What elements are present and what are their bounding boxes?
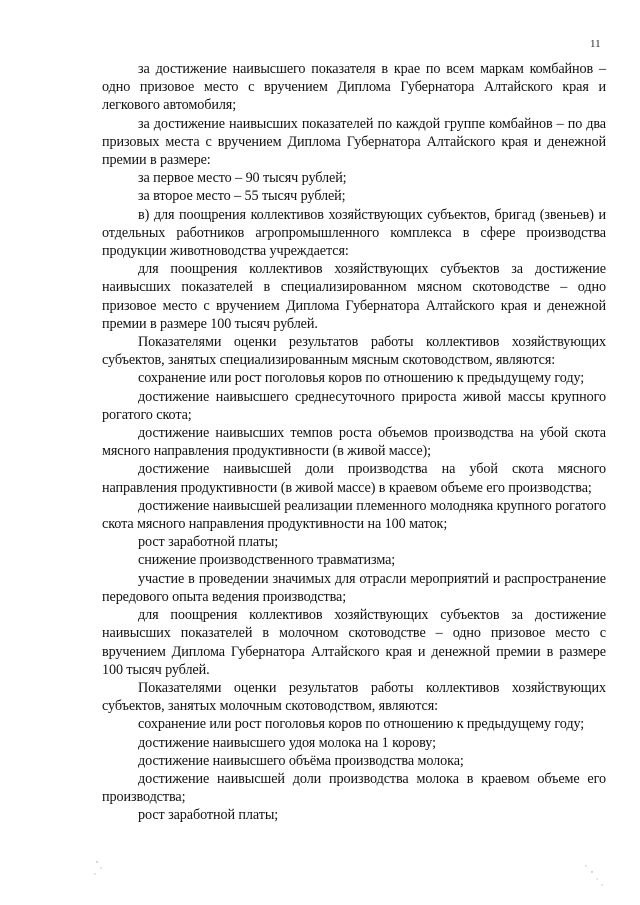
document-body xyxy=(102,60,606,825)
paragraph: Показателями оценки результатов работы коллективов хозяйствующих субъектов, занятых специализированным мясным скотоводством, являются: xyxy=(102,334,606,369)
paragraph: достижение наивысших темпов роста объемов производства на убой скота мясного направления продуктивности (в живой массе); xyxy=(102,425,606,460)
paragraph: в) для поощрения коллективов хозяйствующих субъектов, бригад (звеньев) и отдельных работников агропромышленного комплекса в сфере производства продукции животноводства учреждается: xyxy=(102,206,606,260)
paragraph: достижение наивысшего среднесуточного прироста живой массы крупного рогатого скота; xyxy=(102,388,606,423)
paragraph: для поощрения коллективов хозяйствующих субъектов за достижение наивысших показателей в молочном скотоводстве – одно призовое место с вручением Диплома Губернатора Алтайского края и денежной премии в размере 100 тысяч рублей. xyxy=(102,607,606,678)
paragraph: достижение наивысшей доли производства на убой скота мясного направления продуктивности (в живой массе) в краевом объеме его производства; xyxy=(102,461,606,496)
paragraph: снижение производственного травматизма; xyxy=(138,552,396,569)
paragraph: за второе место – 55 тысяч рублей; xyxy=(138,188,346,205)
paragraph: участие в проведении значимых для отрасли мероприятий и распространение передового опыта ведения производства; xyxy=(102,570,606,605)
paragraph: за достижение наивысших показателей по каждой группе комбайнов – по два призовых места с вручением Диплома Губернатора Алтайского края и денежной премии в размере: xyxy=(102,115,606,169)
paragraph: для поощрения коллективов хозяйствующих субъектов за достижение наивысших показателей в специализированном мясном скотоводстве – одно призовое место с вручением Диплома Губернатора Алтайского края и денежной премии в размере 100 тысяч рублей. xyxy=(102,261,606,332)
paragraph: сохранение или рост поголовья коров по отношению к предыдущему году; xyxy=(138,716,585,733)
paragraph: достижение наивысшей реализации племенного молодняка крупного рогатого скота мясного направления продуктивности на 100 маток; xyxy=(102,497,606,533)
page-number: 11 xyxy=(590,38,601,50)
paragraph: достижение наивысшей доли производства молока в краевом объеме его производства; xyxy=(102,770,606,806)
paragraph: за достижение наивысшего показателя в крае по всем маркам комбайнов – одно призовое место с вручением Диплома Губернатора Алтайского края и легкового автомобиля; xyxy=(102,61,606,114)
paragraph: за первое место – 90 тысяч рублей; xyxy=(138,170,347,187)
paragraph: достижение наивысшего удоя молока на 1 корову; xyxy=(138,734,436,751)
paragraph: рост заработной платы; xyxy=(138,807,279,824)
paragraph: Показателями оценки результатов работы коллективов хозяйствующих субъектов, занятых молочным скотоводством, являются: xyxy=(102,679,606,715)
paragraph: достижение наивысшего объёма производства молока; xyxy=(138,752,464,769)
paragraph: сохранение или рост поголовья коров по отношению к предыдущему году; xyxy=(138,370,585,387)
paragraph: рост заработной платы; xyxy=(138,534,279,551)
